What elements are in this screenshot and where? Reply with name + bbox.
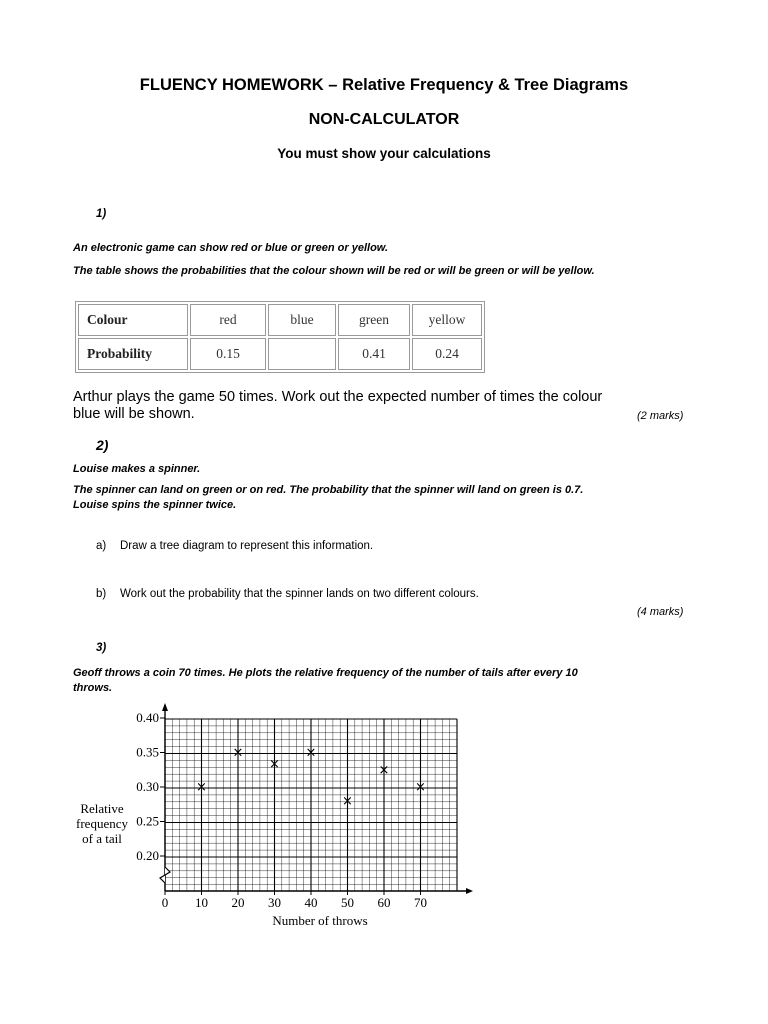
q2-line2: The spinner can land on green or on red. The probability that the spinner will land on green is 0.7. Louise spins the spinner twice. <box>73 484 584 511</box>
y-tick-label: 0.25 <box>136 813 159 829</box>
y-tick-label: 0.40 <box>136 710 159 725</box>
data-point: × <box>232 745 244 761</box>
y-tick-label: 0.35 <box>136 744 159 760</box>
page-subtitle: NON-CALCULATOR <box>308 111 460 128</box>
table-cell: yellow <box>412 304 482 336</box>
y-axis-label-line1: Relative <box>80 801 124 816</box>
table-header-colour: Colour <box>78 304 188 336</box>
x-tick-label: 70 <box>414 895 427 910</box>
relative-frequency-chart <box>70 695 490 940</box>
y-axis-arrow <box>162 703 168 711</box>
q2-part-b: Work out the probability that the spinner lands on two different colours. <box>120 588 479 600</box>
probability-table <box>75 301 485 373</box>
q2-part-a-label: a) <box>96 540 107 552</box>
q2-part-b-label: b) <box>96 588 107 600</box>
table-row <box>78 338 482 370</box>
x-axis-arrow <box>466 888 473 894</box>
x-ticks <box>162 891 427 910</box>
x-tick-label: 20 <box>231 895 245 910</box>
data-point: × <box>196 780 207 795</box>
q2-line1: Louise makes a spinner. <box>73 463 201 475</box>
data-point: × <box>378 762 390 778</box>
axes <box>160 703 473 894</box>
y-axis-label-line2: frequency <box>76 816 128 831</box>
q2-marks: (4 marks) <box>637 606 684 618</box>
x-tick-label: 10 <box>195 895 208 910</box>
axis-break-zigzag <box>160 867 170 883</box>
q1-question: Arthur plays the game 50 times. Work out the expected number of times the colour blue will be shown. <box>73 389 603 422</box>
x-tick-label: 50 <box>341 895 354 910</box>
instruction-text: You must show your calculations <box>277 146 491 161</box>
q2-part-a: Draw a tree diagram to represent this information. <box>120 540 374 552</box>
y-ticks <box>136 710 165 863</box>
q1-line2: The table shows the probabilities that the colour shown will be red or will be green or will be yellow. <box>73 265 595 277</box>
data-point: × <box>269 757 280 773</box>
table-cell <box>268 338 336 370</box>
table-cell: 0.24 <box>412 338 482 370</box>
table-cell: red <box>190 304 266 336</box>
q1-marks: (2 marks) <box>637 410 684 422</box>
table-cell: green <box>338 304 410 336</box>
table-cell: blue <box>268 304 336 336</box>
x-tick-label: 0 <box>161 895 169 910</box>
y-tick-label: 0.30 <box>136 779 159 794</box>
q1-line1: An electronic game can show red or blue or green or yellow. <box>73 242 389 254</box>
data-point: × <box>305 745 317 761</box>
q3-number: 3) <box>96 642 107 654</box>
table-row <box>78 304 482 336</box>
y-axis-label-line3: of a tail <box>82 831 122 846</box>
table-cell: 0.41 <box>338 338 410 370</box>
q3-line1: Geoff throws a coin 70 times. He plots the relative frequency of the number of tails after every 10 throws. <box>73 667 578 694</box>
x-axis-label: Number of throws <box>272 913 368 928</box>
q1-number: 1) <box>96 208 107 220</box>
x-tick-label: 40 <box>304 895 318 910</box>
table-header-probability: Probability <box>78 338 188 370</box>
x-tick-label: 30 <box>268 895 281 910</box>
x-tick-label: 60 <box>377 895 391 910</box>
probability-table-wrap <box>75 301 485 373</box>
data-point: × <box>415 780 426 795</box>
page-title: FLUENCY HOMEWORK – Relative Frequency & Tree Diagrams <box>139 76 629 94</box>
q2-number: 2) <box>96 437 109 453</box>
data-point: × <box>342 793 353 809</box>
table-cell: 0.15 <box>190 338 266 370</box>
y-tick-label: 0.20 <box>136 848 159 863</box>
